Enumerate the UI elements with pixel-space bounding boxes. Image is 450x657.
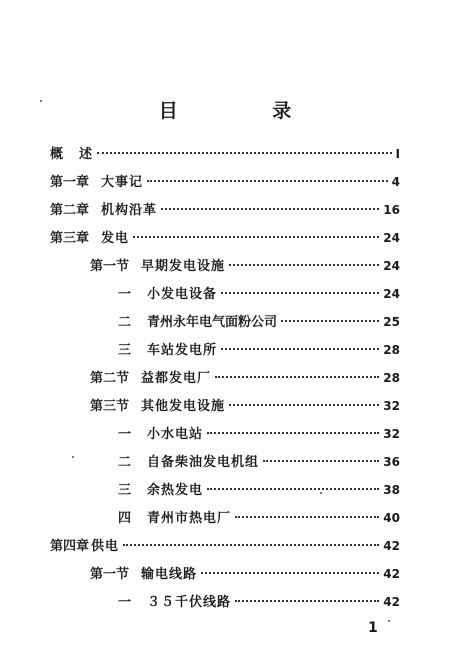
toc-entry-ch3-s3-item-2[interactable]	[118, 451, 400, 473]
dot-leader	[123, 544, 379, 546]
toc-entry-label: 述	[79, 147, 94, 162]
toc-entry-label: 机构沿革	[101, 203, 158, 218]
toc-entry-label: 早期发电设施	[141, 259, 226, 274]
print-speck	[388, 620, 390, 622]
toc-entry-number: 二	[118, 315, 132, 330]
toc-entry-number: 三	[118, 343, 132, 358]
toc-entry-label: 输电线路	[141, 567, 198, 582]
dot-leader	[201, 572, 379, 574]
page-title: 目 录	[158, 100, 336, 122]
toc-entry-page: 42	[383, 595, 400, 609]
toc-entry-number: 第二节	[90, 371, 130, 386]
toc-entry-label: ３５千伏线路	[147, 595, 232, 610]
toc-entry-number: 第一章	[50, 175, 90, 190]
toc-entry-number: 第一节	[90, 259, 130, 274]
toc-entry-ch3-s1-item-1[interactable]	[118, 283, 400, 305]
dot-leader	[263, 460, 379, 462]
toc-entry-ch3-s1-item-3[interactable]	[118, 339, 400, 361]
toc-entry-page: 32	[383, 427, 400, 441]
toc-entry-label: 大事记	[101, 175, 144, 190]
page-number: 1	[368, 620, 378, 636]
toc-entry-page: 25	[383, 315, 400, 329]
toc-entry-label: 发电	[101, 231, 130, 246]
toc-entry-page: 32	[383, 399, 400, 413]
toc-entry-page: 38	[383, 483, 400, 497]
dot-leader	[221, 292, 379, 294]
toc-entry-page: 42	[383, 539, 400, 553]
toc-entry-number: 一	[118, 427, 132, 442]
toc-entry-page: 42	[383, 567, 400, 581]
dot-leader	[207, 432, 379, 434]
toc-entry-number: 一	[118, 287, 132, 302]
toc-entry-number: 第四章	[50, 539, 90, 554]
toc-entry-chapter-3[interactable]	[50, 227, 400, 249]
toc-entry-page: 4	[391, 175, 400, 189]
toc-entry-page: I	[395, 147, 400, 161]
toc-entry-ch4-s1-item-1[interactable]	[118, 591, 400, 613]
dot-leader	[221, 348, 379, 350]
toc-entry-label: 其他发电设施	[141, 399, 226, 414]
dot-leader	[235, 516, 379, 518]
toc-entry-chapter-4[interactable]	[50, 535, 400, 557]
toc-entry-number: 第一节	[90, 567, 130, 582]
toc-entry-label: 小发电设备	[147, 287, 218, 302]
toc-entry-chapter-2[interactable]	[50, 199, 400, 221]
toc-entry-ch3-section-1[interactable]	[90, 255, 400, 277]
toc-entry-chapter-1[interactable]	[50, 171, 400, 193]
toc-entry-label: 自备柴油发电机组	[147, 455, 260, 470]
dot-leader	[133, 236, 379, 238]
toc-entry-label: 青州市热电厂	[147, 511, 232, 526]
toc-entry-number: 二	[118, 455, 132, 470]
dot-leader	[215, 376, 379, 378]
toc-entry-number: 三	[118, 483, 132, 498]
toc-entry-page: 16	[383, 203, 400, 217]
toc-entry-page: 36	[383, 455, 400, 469]
dot-leader	[207, 488, 379, 490]
print-speck	[320, 492, 322, 494]
toc-entry-label: 供电	[91, 539, 120, 554]
print-speck	[72, 456, 74, 458]
dot-leader	[229, 404, 379, 406]
toc-entry-page: 40	[383, 511, 400, 525]
toc-entry-overview[interactable]	[50, 143, 400, 165]
toc-entry-label: 小水电站	[147, 427, 204, 442]
toc-entry-ch3-s3-item-3[interactable]	[118, 479, 400, 501]
dot-leader	[97, 152, 392, 154]
toc-entry-number: 概	[50, 147, 64, 162]
toc-entry-number: 四	[118, 511, 132, 526]
toc-entry-ch3-s1-item-2[interactable]	[118, 311, 400, 333]
toc-entry-page: 24	[383, 287, 400, 301]
toc-entry-ch3-section-2[interactable]	[90, 367, 400, 389]
toc-entry-label: 车站发电所	[147, 343, 218, 358]
toc-entry-label: 益都发电厂	[141, 371, 212, 386]
toc-entry-number: 第三章	[50, 231, 90, 246]
toc-entry-ch4-section-1[interactable]	[90, 563, 400, 585]
toc-entry-page: 28	[383, 371, 400, 385]
toc-entry-ch3-s3-item-4[interactable]	[118, 507, 400, 529]
toc-entry-ch3-s3-item-1[interactable]	[118, 423, 400, 445]
toc-entry-number: 第二章	[50, 203, 90, 218]
toc-entry-number: 一	[118, 595, 132, 610]
toc-entry-ch3-section-3[interactable]	[90, 395, 400, 417]
toc-entry-label: 余热发电	[147, 483, 204, 498]
dot-leader	[235, 600, 379, 602]
dot-leader	[281, 320, 379, 322]
toc-entry-number: 第三节	[90, 399, 130, 414]
dot-leader	[229, 264, 379, 266]
dot-leader	[161, 208, 379, 210]
toc-entry-label: 青州永年电气面粉公司	[147, 315, 278, 330]
toc-entry-page: 28	[383, 343, 400, 357]
toc-entry-page: 24	[383, 259, 400, 273]
toc-entry-page: 24	[383, 231, 400, 245]
print-speck	[40, 100, 42, 102]
dot-leader	[147, 180, 388, 182]
